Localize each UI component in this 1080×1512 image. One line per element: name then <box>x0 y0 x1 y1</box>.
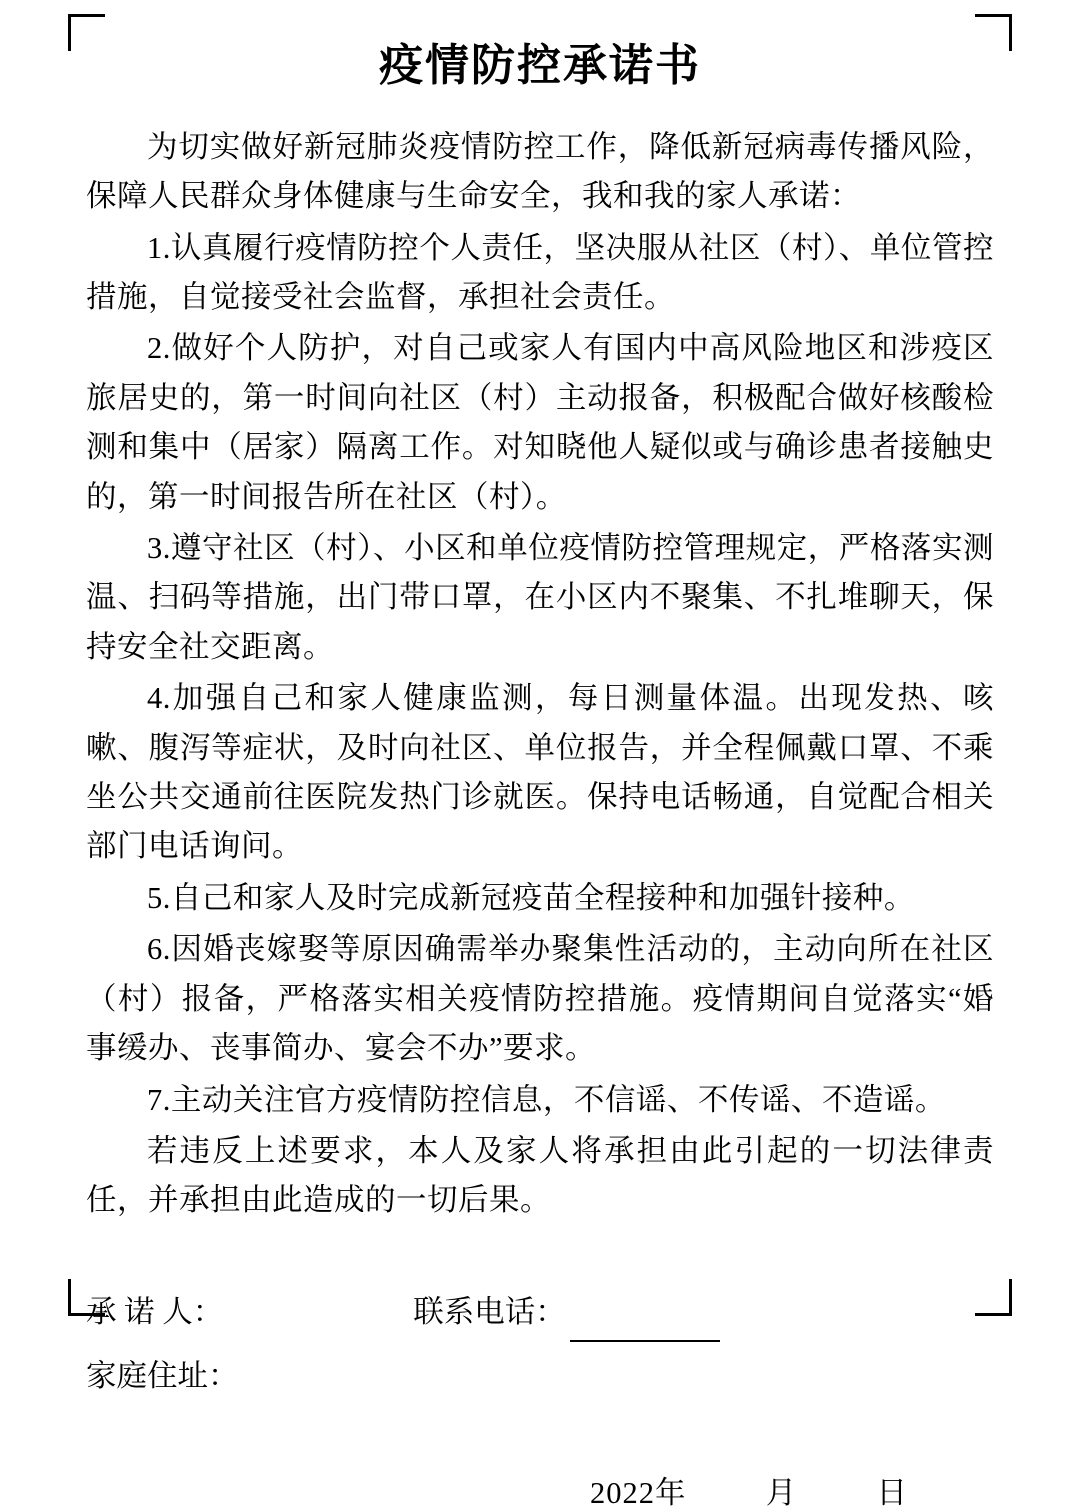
clause-2: 2.做好个人防护，对自己或家人有国内中高风险地区和涉疫区旅居史的，第一时间向社区（村）主动报备，积极配合做好核酸检测和集中（居家）隔离工作。对知晓他人疑似或与确诊患者接触史的，第一时间报告所在社区（村）。 <box>86 331 994 514</box>
date-month: 月 <box>765 1475 798 1510</box>
clause-1: 1.认真履行疫情防控个人责任，坚决服从社区（村）、单位管控措施，自觉接受社会监督，承担社会责任。 <box>86 230 994 315</box>
phone-input[interactable] <box>570 1302 720 1342</box>
intro-paragraph: 为切实做好新冠肺炎疫情防控工作，降低新冠病毒传播风险，保障人民群众身体健康与生命安全，我和我的家人承诺： <box>86 129 994 214</box>
promisor-row <box>86 1284 994 1342</box>
clause-7: 7.主动关注官方疫情防控信息，不信谣、不传谣、不造谣。 <box>147 1082 946 1117</box>
clause-6: 6.因婚丧嫁娶等原因确需举办聚集性活动的，主动向所在社区（村）报备，严格落实相关疫情防控措施。疫情期间自觉落实“婚事缓办、丧事简办、宴会不办”要求。 <box>86 932 994 1066</box>
signature-block <box>86 1284 994 1406</box>
page-title: 疫情防控承诺书 <box>379 41 701 90</box>
closing-paragraph: 若违反上述要求，本人及家人将承担由此引起的一切法律责任，并承担由此造成的一切后果。 <box>86 1133 994 1218</box>
phone-label: 联系电话： <box>413 1294 566 1329</box>
date-year: 2022年 <box>590 1475 687 1510</box>
clause-3: 3.遵守社区（村）、小区和单位疫情防控管理规定，严格落实测温、扫码等措施，出门带口罩，在小区内不聚集、不扎堆聊天，保持安全社交距离。 <box>86 531 994 664</box>
document-body <box>86 123 994 1226</box>
date-row <box>86 1468 994 1512</box>
document-page <box>86 22 994 1512</box>
clause-4: 4.加强自己和家人健康监测，每日测量体温。出现发热、咳嗽、腹泻等症状，及时向社区、单位报告，并全程佩戴口罩、不乘坐公共交通前往医院发热门诊就医。保持电话畅通，自觉配合相关部门电话询问。 <box>86 681 994 864</box>
promisor-label: 承 诺 人： <box>86 1294 224 1329</box>
clause-5: 5.自己和家人及时完成新冠疫苗全程接种和加强针接种。 <box>147 880 915 915</box>
address-row <box>86 1348 994 1406</box>
address-label: 家庭住址： <box>86 1358 239 1393</box>
date-day: 日 <box>876 1475 908 1510</box>
